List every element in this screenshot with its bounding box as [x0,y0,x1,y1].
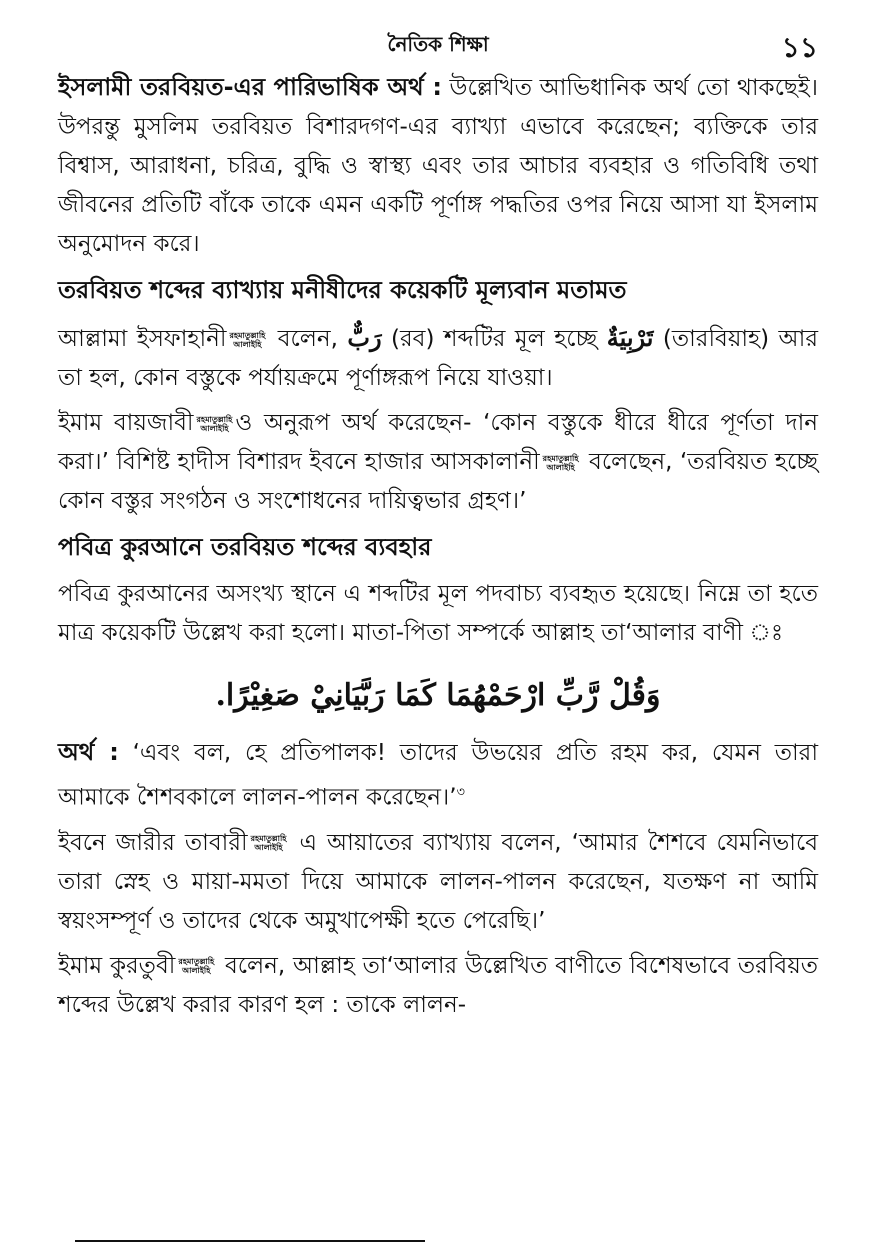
isfahani-name: আল্লামা ইসফাহানী [58,326,227,352]
honorific-mark: রহমাতুল্লাহি আলাইহি [178,957,215,976]
arabic-word-tarbiyah: تَرْبِيَةٌ [606,323,654,352]
paragraph-meaning: অর্থ : ‘এবং বল, হে প্রতিপালক! তাদের উভয়ের প্রতি রহম কর, যেমন তারা আমাকে শৈশবকালে লালন-পালন করেছেন।’$^৩$ [58,738,819,811]
paragraph-baydawi: ইমাম বায়জাবী রহমাতুল্লাহি আলাইহি ও অনুরূপ অর্থ করেছেন- ‘কোন বস্তুকে ধীরে ধীরে পূর্ণতা দান করা।’ বিশিষ্ট হাদীস বিশারদ ইবনে হাজার আসকালানী রহমাতুল্লাহি আলাইহি বলেছেন, ‘তরবিয়ত হচ্ছে কোন বস্তুর সংগঠন ও সংশোধনের দায়িত্বভার গ্রহণ।’ [58,410,818,514]
qurtubi-name: ইমাম কুরতুবী [58,952,176,979]
paragraph-isfahani: আল্লামা ইসফাহানী রহমাতুল্লাহি আলাইহি বলেন, رَبٌّ (রব) শব্দটির মূল হচ্ছে تَرْبِيَةٌ (তারবিয়াহ) আর তা হল, কোন বস্তুকে পর্যায়ক্রমে পূর্ণাঙ্গরূপ নিয়ে যাওয়া। [58,323,819,391]
honorific-mark: রহমাতুল্লাহি আলাইহি [196,414,233,433]
definition-term: ইসলামী তরবিয়ত-এর পারিভাষিক অর্থ : [58,73,442,101]
baydawi-name: ইমাম বায়জাবী [58,410,194,436]
section-heading-quran: পবিত্র কুরআনে তরবিয়ত শব্দের ব্যবহার [58,533,432,561]
page-header [58,26,818,68]
honorific-mark: রহমাতুল্লাহি আলাইহি [250,834,287,853]
tabari-name: ইবনে জারীর তাবারী [58,829,248,856]
footnote-divider [75,1240,425,1242]
honorific-mark: রহমাতুল্লাহি আলাইহি [542,453,579,472]
definition-text: উল্লেখিত আভিধানিক অর্থ তো থাকছেই। উপরন্তু মুসলিম তরবিয়ত বিশারদগণ-এর ব্যাখ্যা এভাবে করেছেন; ব্যক্তিকে তার বিশ্বাস, আরাধনা, চরিত্র, বুদ্ধি ও স্বাস্থ্য এবং তার আচার ব্যবহার ও গতিবিধি তথা জীবনের প্রতিটি বাঁকে তাকে এমন একটি পূর্ণাঙ্গ পদ্ধতির ওপর নিয়ে আসা যা ইসলাম অনুমোদন করে। [58,75,818,257]
honorific-mark: রহমাতুল্লাহি আলাইহি [229,330,266,349]
arabic-word-rabb: رَبٌّ [347,323,382,352]
paragraph-definition [58,68,818,264]
paragraph-tabari: ইবনে জারীর তাবারী রহমাতুল্লাহি আলাইহি এ আয়াতের ব্যাখ্যায় বলেন, ‘আমার শৈশবে যেমনিভাবে তারা স্নেহ ও মায়া-মমতা দিয়ে আমাকে লালন-পালন করেছেন, যতক্ষণ না আমি স্বয়ংসম্পূর্ণ ও তাদের থেকে অমুখাপেক্ষী হতে পেরেছি।’ [58,829,818,934]
page-number: ১১ [781,31,818,64]
book-page [58,26,818,1031]
paragraph-quran-usage: পবিত্র কুরআনের অসংখ্য স্থানে এ শব্দটির মূল পদবাচ্য ব্যবহৃত হয়েছে। নিম্নে তা হতে মাত্র কয়েকটি উল্লেখ করা হলো। মাতা-পিতা সম্পর্কে আল্লাহ তা‘আলার বাণী ঃ [58,581,818,646]
section-heading-scholars: তরবিয়ত শব্দের ব্যাখ্যায় মনীষীদের কয়েকটি মূল্যবান মতামত [58,276,627,304]
footnote-marker: ৩ [456,785,465,800]
paragraph-qurtubi: ইমাম কুরতুবী রহমাতুল্লাহি আলাইহি বলেন, আল্লাহ তা‘আলার উল্লেখিত বাণীতে বিশেষভাবে তরবিয়ত শব্দের উল্লেখ করার কারণ হল : তাকে লালন- [58,952,819,1018]
quran-verse: وَقُلْ رَّبِّ ارْحَمْهُمَا كَمَا رَبَّيَانِيْ صَغِيْرًا. [215,678,661,713]
meaning-term: অর্থ : [58,738,119,766]
running-title: নৈতিক শিক্ষা [387,32,489,56]
